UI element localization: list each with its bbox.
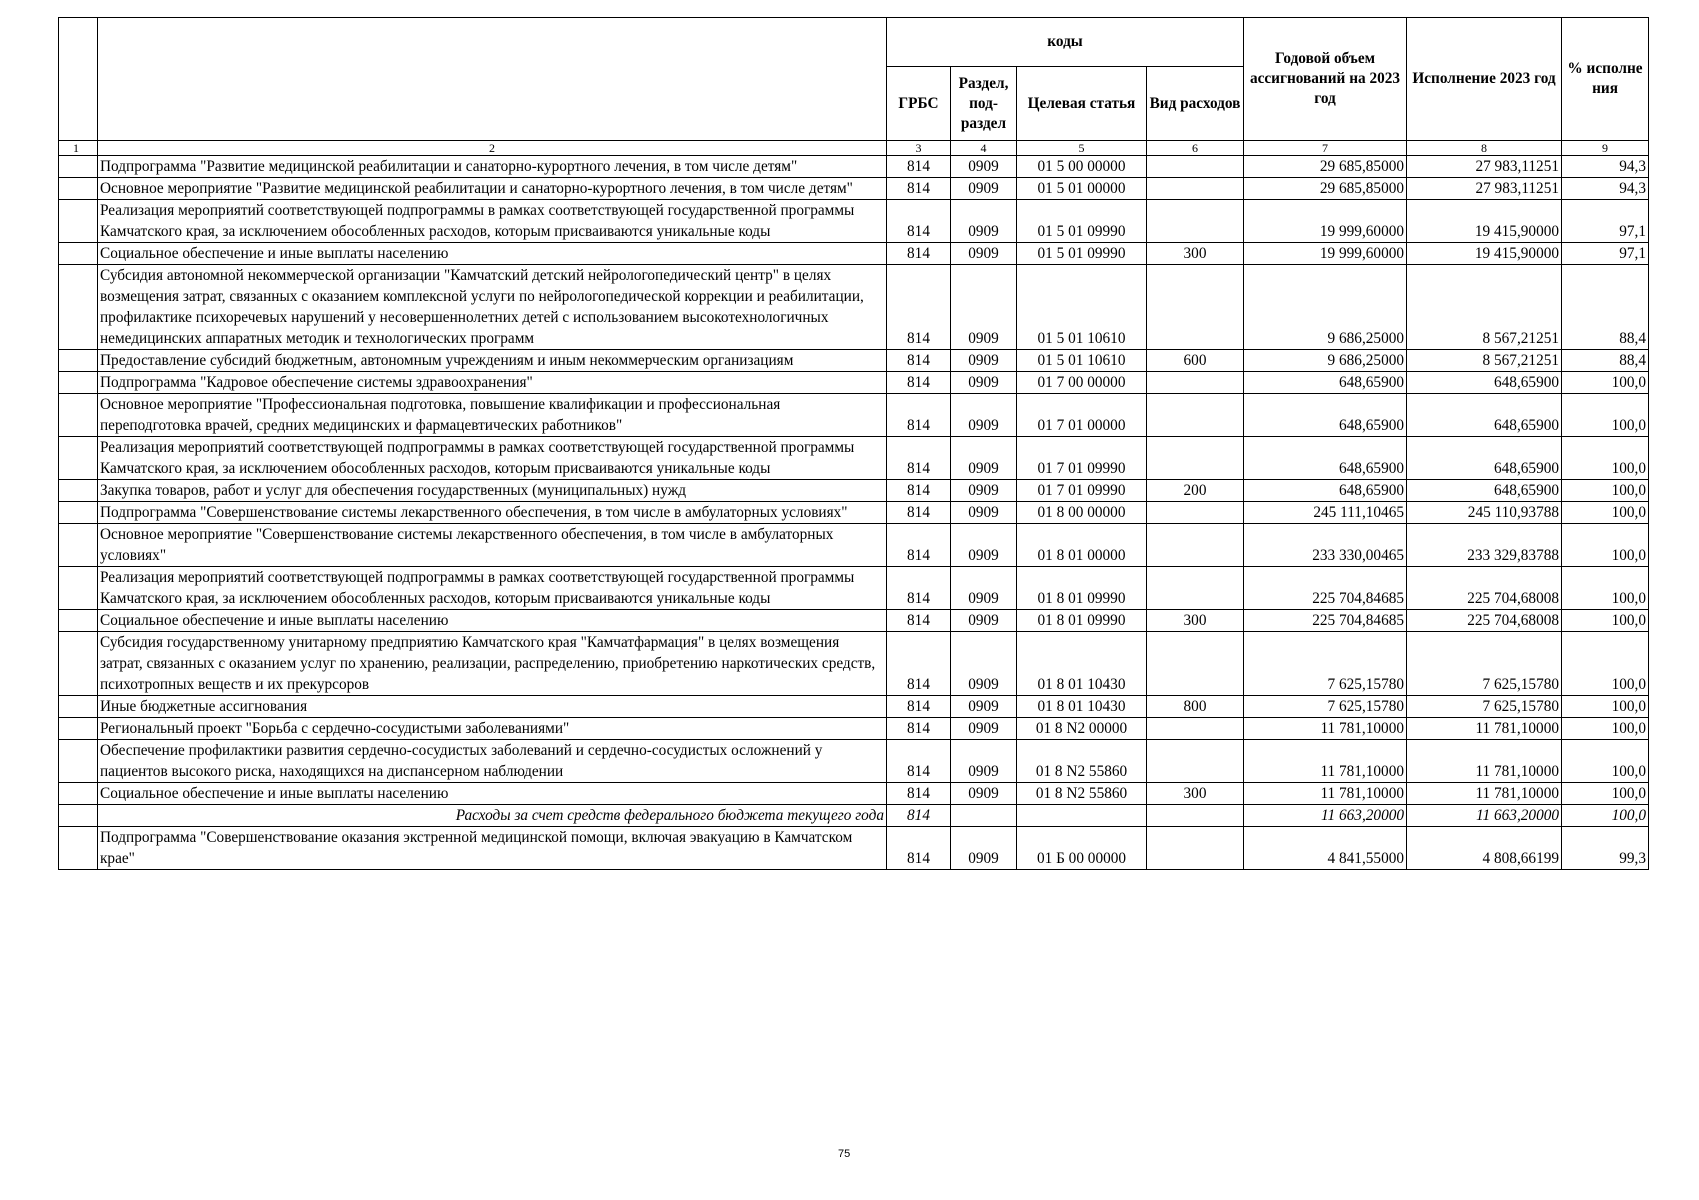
target-article-code: 01 8 00 00000: [1017, 502, 1147, 524]
execution-percent: 100,0: [1562, 372, 1649, 394]
section-code: 0909: [951, 524, 1017, 567]
row-name: Реализация мероприятий соответствующей подпрограммы в рамках соответствующей государственной программы Камчатского края, за исключением обособленных расходов, которым присваиваются уникальные коды: [98, 567, 887, 610]
target-article-code: 01 5 01 00000: [1017, 178, 1147, 200]
row-name: Закупка товаров, работ и услуг для обеспечения государственных (муниципальных) нужд: [98, 480, 887, 502]
header-percent: % исполне ния: [1562, 18, 1649, 141]
section-code: 0909: [951, 437, 1017, 480]
row-index-cell: [59, 200, 98, 243]
grbs-code: 814: [887, 740, 951, 783]
table-row: [59, 696, 1649, 718]
target-article-code: 01 5 01 10610: [1017, 350, 1147, 372]
table-row: [59, 524, 1649, 567]
table-row: [59, 243, 1649, 265]
annual-allocation: 11 781,10000: [1244, 718, 1407, 740]
execution-amount: 19 415,90000: [1407, 243, 1562, 265]
section-code: 0909: [951, 156, 1017, 178]
row-name: Региональный проект "Борьба с сердечно-сосудистыми заболеваниями": [98, 718, 887, 740]
row-name: Подпрограмма "Развитие медицинской реабилитации и санаторно-курортного лечения, в том числе детям": [98, 156, 887, 178]
page-number: 75: [838, 1148, 851, 1160]
execution-percent: 100,0: [1562, 783, 1649, 805]
target-article-code: 01 8 01 09990: [1017, 567, 1147, 610]
execution-percent: 100,0: [1562, 437, 1649, 480]
target-article-code: 01 8 01 09990: [1017, 610, 1147, 632]
target-article-code: 01 5 00 00000: [1017, 156, 1147, 178]
execution-percent: 100,0: [1562, 740, 1649, 783]
annual-allocation: 11 781,10000: [1244, 740, 1407, 783]
grbs-code: 814: [887, 524, 951, 567]
grbs-code: 814: [887, 394, 951, 437]
execution-amount: 245 110,93788: [1407, 502, 1562, 524]
header-annual: Годовой объем ассигнований на 2023 год: [1244, 18, 1407, 141]
grbs-code: 814: [887, 480, 951, 502]
table-row: [59, 632, 1649, 696]
grbs-code: 814: [887, 718, 951, 740]
execution-amount: 7 625,15780: [1407, 632, 1562, 696]
row-index-cell: [59, 243, 98, 265]
target-article-code: 01 8 01 00000: [1017, 524, 1147, 567]
grbs-code: 814: [887, 372, 951, 394]
execution-amount: 648,65900: [1407, 394, 1562, 437]
table-row: [59, 805, 1649, 827]
row-index-cell: [59, 502, 98, 524]
expense-type-code: [1147, 718, 1244, 740]
row-index-cell: [59, 783, 98, 805]
grbs-code: 814: [887, 632, 951, 696]
row-index-cell: [59, 394, 98, 437]
header-section: Раздел, под-раздел: [951, 67, 1017, 141]
row-index-cell: [59, 827, 98, 870]
execution-amount: 8 567,21251: [1407, 350, 1562, 372]
col-number: 3: [887, 141, 951, 156]
row-index-cell: [59, 524, 98, 567]
section-code: 0909: [951, 827, 1017, 870]
row-name: Подпрограмма "Кадровое обеспечение системы здравоохранения": [98, 372, 887, 394]
row-name: Реализация мероприятий соответствующей подпрограммы в рамках соответствующей государственной программы Камчатского края, за исключением обособленных расходов, которым присваиваются уникальные коды: [98, 437, 887, 480]
annual-allocation: 648,65900: [1244, 437, 1407, 480]
row-name: Расходы за счет средств федерального бюджета текущего года: [98, 805, 887, 827]
grbs-code: 814: [887, 243, 951, 265]
execution-percent: 100,0: [1562, 480, 1649, 502]
expense-type-code: [1147, 567, 1244, 610]
section-code: 0909: [951, 480, 1017, 502]
expense-type-code: [1147, 372, 1244, 394]
col-number: 6: [1147, 141, 1244, 156]
annual-allocation: 19 999,60000: [1244, 243, 1407, 265]
execution-amount: 648,65900: [1407, 480, 1562, 502]
grbs-code: 814: [887, 610, 951, 632]
row-index-cell: [59, 740, 98, 783]
execution-percent: 100,0: [1562, 524, 1649, 567]
section-code: 0909: [951, 350, 1017, 372]
expense-type-code: [1147, 200, 1244, 243]
execution-amount: 11 781,10000: [1407, 740, 1562, 783]
section-code: 0909: [951, 243, 1017, 265]
execution-amount: 11 781,10000: [1407, 718, 1562, 740]
row-index-cell: [59, 350, 98, 372]
table-row: [59, 718, 1649, 740]
table-body: [59, 156, 1649, 870]
annual-allocation: 9 686,25000: [1244, 265, 1407, 350]
grbs-code: 814: [887, 178, 951, 200]
grbs-code: 814: [887, 827, 951, 870]
section-code: [951, 805, 1017, 827]
grbs-code: 814: [887, 200, 951, 243]
execution-percent: 100,0: [1562, 610, 1649, 632]
row-index-cell: [59, 610, 98, 632]
section-code: 0909: [951, 632, 1017, 696]
expense-type-code: [1147, 827, 1244, 870]
table-row: [59, 200, 1649, 243]
row-index-cell: [59, 265, 98, 350]
execution-amount: 648,65900: [1407, 372, 1562, 394]
target-article-code: 01 8 N2 00000: [1017, 718, 1147, 740]
header-grbs: ГРБС: [887, 67, 951, 141]
section-code: 0909: [951, 696, 1017, 718]
section-code: 0909: [951, 200, 1017, 243]
row-name: Обеспечение профилактики развития сердечно-сосудистых заболеваний и сердечно-сосудистых осложнений у пациентов высокого риска, находящихся на диспансерном наблюдении: [98, 740, 887, 783]
annual-allocation: 7 625,15780: [1244, 632, 1407, 696]
target-article-code: 01 8 N2 55860: [1017, 740, 1147, 783]
target-article-code: 01 Б 00 00000: [1017, 827, 1147, 870]
annual-allocation: 233 330,00465: [1244, 524, 1407, 567]
annual-allocation: 29 685,85000: [1244, 156, 1407, 178]
expense-type-code: [1147, 632, 1244, 696]
target-article-code: [1017, 805, 1147, 827]
row-index-cell: [59, 696, 98, 718]
col-number: 1: [59, 141, 98, 156]
row-name: Основное мероприятие "Развитие медицинской реабилитации и санаторно-курортного лечения, в том числе детям": [98, 178, 887, 200]
target-article-code: 01 7 01 09990: [1017, 437, 1147, 480]
section-code: 0909: [951, 783, 1017, 805]
annual-allocation: 4 841,55000: [1244, 827, 1407, 870]
section-code: 0909: [951, 567, 1017, 610]
grbs-code: 814: [887, 502, 951, 524]
expense-type-code: [1147, 740, 1244, 783]
annual-allocation: 648,65900: [1244, 372, 1407, 394]
annual-allocation: 29 685,85000: [1244, 178, 1407, 200]
execution-amount: 8 567,21251: [1407, 265, 1562, 350]
header-codes: коды: [887, 18, 1244, 67]
col-number: 9: [1562, 141, 1649, 156]
target-article-code: 01 8 01 10430: [1017, 696, 1147, 718]
execution-amount: 11 663,20000: [1407, 805, 1562, 827]
grbs-code: 814: [887, 265, 951, 350]
execution-percent: 100,0: [1562, 696, 1649, 718]
row-index-cell: [59, 718, 98, 740]
annual-allocation: 11 781,10000: [1244, 783, 1407, 805]
execution-amount: 4 808,66199: [1407, 827, 1562, 870]
target-article-code: 01 7 01 00000: [1017, 394, 1147, 437]
annual-allocation: 225 704,84685: [1244, 567, 1407, 610]
execution-percent: 100,0: [1562, 805, 1649, 827]
execution-amount: 7 625,15780: [1407, 696, 1562, 718]
target-article-code: 01 5 01 09990: [1017, 243, 1147, 265]
row-index-cell: [59, 437, 98, 480]
row-name: Социальное обеспечение и иные выплаты населению: [98, 783, 887, 805]
table-row: [59, 372, 1649, 394]
column-number-row: [59, 141, 1649, 156]
row-name: Подпрограмма "Совершенствование системы лекарственного обеспечения, в том числе в амбулаторных условиях": [98, 502, 887, 524]
execution-amount: 225 704,68008: [1407, 610, 1562, 632]
expense-type-code: 300: [1147, 783, 1244, 805]
expense-type-code: 300: [1147, 610, 1244, 632]
execution-percent: 100,0: [1562, 394, 1649, 437]
expense-type-code: [1147, 437, 1244, 480]
col-number: 2: [98, 141, 887, 156]
execution-percent: 100,0: [1562, 567, 1649, 610]
row-name: Иные бюджетные ассигнования: [98, 696, 887, 718]
row-index-cell: [59, 567, 98, 610]
execution-percent: 100,0: [1562, 632, 1649, 696]
target-article-code: 01 5 01 09990: [1017, 200, 1147, 243]
row-index-cell: [59, 632, 98, 696]
header-blank-2: [98, 18, 887, 141]
table-row: [59, 265, 1649, 350]
execution-amount: 27 983,11251: [1407, 156, 1562, 178]
row-name: Подпрограмма "Совершенствование оказания экстренной медицинской помощи, включая эвакуацию в Камчатском крае": [98, 827, 887, 870]
grbs-code: 814: [887, 805, 951, 827]
row-index-cell: [59, 480, 98, 502]
row-index-cell: [59, 372, 98, 394]
execution-percent: 100,0: [1562, 502, 1649, 524]
row-name: Основное мероприятие "Профессиональная подготовка, повышение квалификации и профессиональная переподготовка врачей, средних медицинских и фармацевтических работников": [98, 394, 887, 437]
header-blank-1: [59, 18, 98, 141]
execution-amount: 233 329,83788: [1407, 524, 1562, 567]
annual-allocation: 648,65900: [1244, 394, 1407, 437]
table-row: [59, 350, 1649, 372]
table-row: [59, 567, 1649, 610]
execution-percent: 94,3: [1562, 156, 1649, 178]
grbs-code: 814: [887, 437, 951, 480]
table-row: [59, 827, 1649, 870]
expense-type-code: 200: [1147, 480, 1244, 502]
table-row: [59, 156, 1649, 178]
row-index-cell: [59, 178, 98, 200]
col-number: 5: [1017, 141, 1147, 156]
row-name: Социальное обеспечение и иные выплаты населению: [98, 243, 887, 265]
section-code: 0909: [951, 372, 1017, 394]
table-row: [59, 394, 1649, 437]
row-name: Предоставление субсидий бюджетным, автономным учреждениям и иным некоммерческим организациям: [98, 350, 887, 372]
expense-type-code: 600: [1147, 350, 1244, 372]
expense-type-code: [1147, 394, 1244, 437]
target-article-code: 01 8 01 10430: [1017, 632, 1147, 696]
section-code: 0909: [951, 265, 1017, 350]
expense-type-code: [1147, 524, 1244, 567]
section-code: 0909: [951, 740, 1017, 783]
row-name: Субсидия государственному унитарному предприятию Камчатского края "Камчатфармация" в целях возмещения затрат, связанных с оказанием услуг по хранению, реализации, распределению, приобретению наркотических средств, психотропных веществ и их прекурсоров: [98, 632, 887, 696]
table-row: [59, 178, 1649, 200]
execution-amount: 225 704,68008: [1407, 567, 1562, 610]
grbs-code: 814: [887, 156, 951, 178]
execution-percent: 88,4: [1562, 350, 1649, 372]
row-index-cell: [59, 805, 98, 827]
row-index-cell: [59, 156, 98, 178]
target-article-code: 01 5 01 10610: [1017, 265, 1147, 350]
target-article-code: 01 8 N2 55860: [1017, 783, 1147, 805]
expense-type-code: 300: [1147, 243, 1244, 265]
execution-percent: 99,3: [1562, 827, 1649, 870]
execution-percent: 97,1: [1562, 243, 1649, 265]
table-row: [59, 783, 1649, 805]
annual-allocation: 245 111,10465: [1244, 502, 1407, 524]
grbs-code: 814: [887, 567, 951, 610]
annual-allocation: 11 663,20000: [1244, 805, 1407, 827]
expense-type-code: [1147, 265, 1244, 350]
grbs-code: 814: [887, 350, 951, 372]
col-number: 7: [1244, 141, 1407, 156]
section-code: 0909: [951, 502, 1017, 524]
expense-type-code: [1147, 178, 1244, 200]
col-number: 4: [951, 141, 1017, 156]
section-code: 0909: [951, 718, 1017, 740]
table-row: [59, 740, 1649, 783]
row-name: Реализация мероприятий соответствующей подпрограммы в рамках соответствующей государственной программы Камчатского края, за исключением обособленных расходов, которым присваиваются уникальные коды: [98, 200, 887, 243]
header-exp-type: Вид расходов: [1147, 67, 1244, 141]
col-number: 8: [1407, 141, 1562, 156]
budget-table: [58, 17, 1649, 870]
section-code: 0909: [951, 610, 1017, 632]
annual-allocation: 19 999,60000: [1244, 200, 1407, 243]
execution-percent: 100,0: [1562, 718, 1649, 740]
table-row: [59, 437, 1649, 480]
annual-allocation: 9 686,25000: [1244, 350, 1407, 372]
header-exec: Исполнение 2023 год: [1407, 18, 1562, 141]
table-row: [59, 480, 1649, 502]
execution-percent: 88,4: [1562, 265, 1649, 350]
row-name: Основное мероприятие "Совершенствование системы лекарственного обеспечения, в том числе в амбулаторных условиях": [98, 524, 887, 567]
section-code: 0909: [951, 178, 1017, 200]
annual-allocation: 7 625,15780: [1244, 696, 1407, 718]
annual-allocation: 648,65900: [1244, 480, 1407, 502]
row-name: Субсидия автономной некоммерческой организации "Камчатский детский нейрологопедический центр" в целях возмещения затрат, связанных с оказанием комплексной услуги по нейрологопедической коррекции и реабилитации, профилактике психоречевых нарушений у несовершеннолетних детей с использованием высокотехнологичных немедицинских аппаратных методик и технологических программ: [98, 265, 887, 350]
header-target: Целевая статья: [1017, 67, 1147, 141]
execution-amount: 648,65900: [1407, 437, 1562, 480]
section-code: 0909: [951, 394, 1017, 437]
expense-type-code: [1147, 502, 1244, 524]
execution-amount: 19 415,90000: [1407, 200, 1562, 243]
grbs-code: 814: [887, 696, 951, 718]
target-article-code: 01 7 00 00000: [1017, 372, 1147, 394]
annual-allocation: 225 704,84685: [1244, 610, 1407, 632]
expense-type-code: [1147, 805, 1244, 827]
execution-percent: 97,1: [1562, 200, 1649, 243]
target-article-code: 01 7 01 09990: [1017, 480, 1147, 502]
expense-type-code: 800: [1147, 696, 1244, 718]
table-row: [59, 610, 1649, 632]
table-row: [59, 502, 1649, 524]
row-name: Социальное обеспечение и иные выплаты населению: [98, 610, 887, 632]
execution-amount: 27 983,11251: [1407, 178, 1562, 200]
execution-amount: 11 781,10000: [1407, 783, 1562, 805]
execution-percent: 94,3: [1562, 178, 1649, 200]
grbs-code: 814: [887, 783, 951, 805]
expense-type-code: [1147, 156, 1244, 178]
